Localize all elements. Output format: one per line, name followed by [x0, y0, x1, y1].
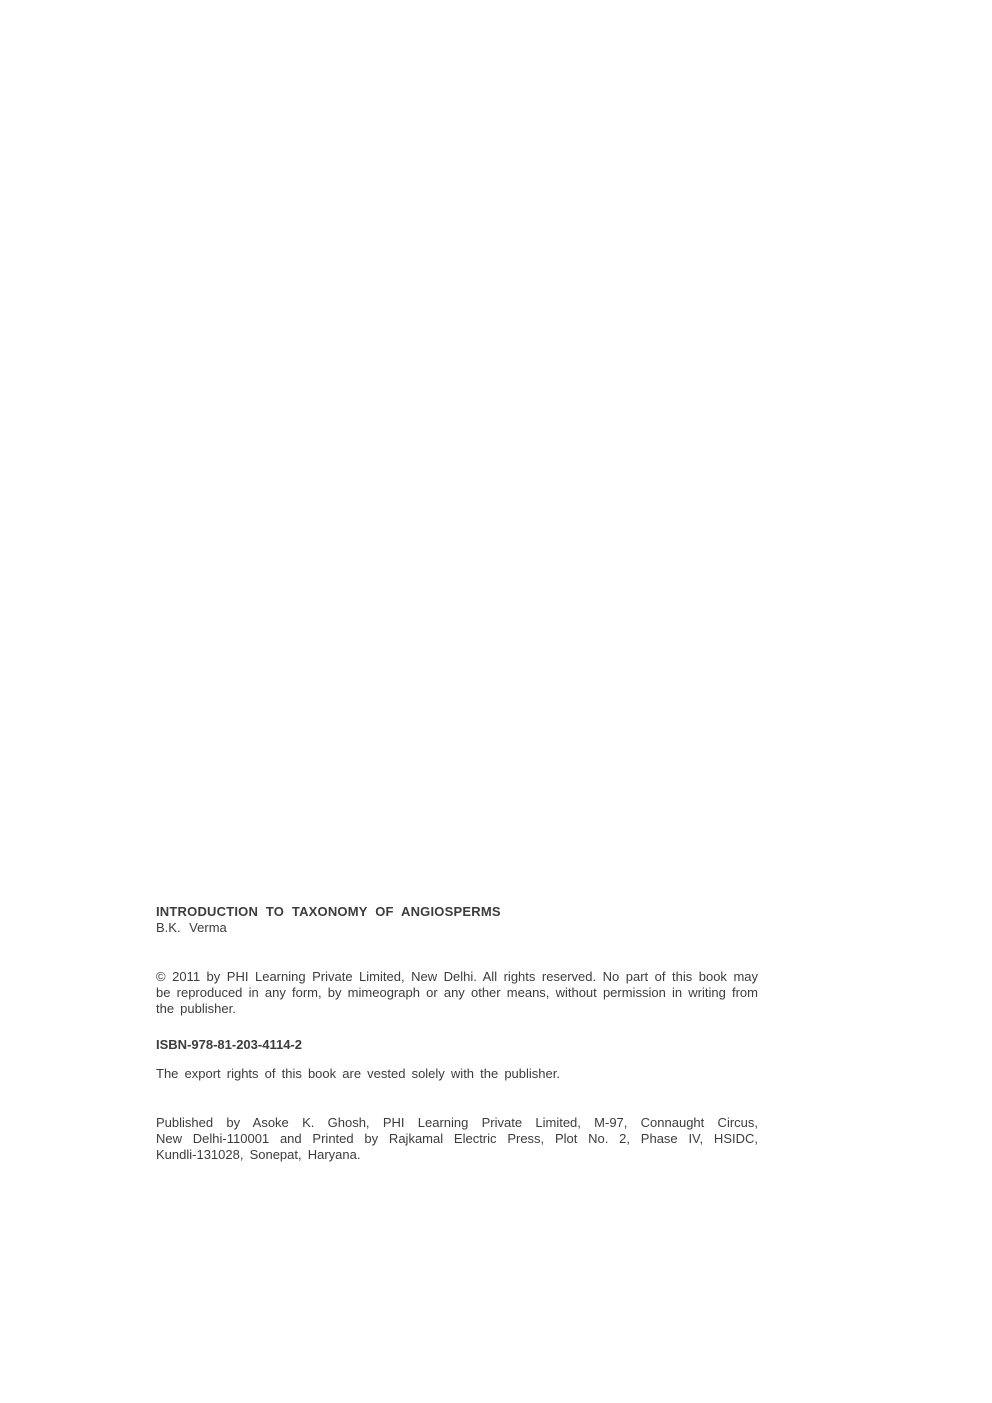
imprint-line-3: Kundli-131028, Sonepat, Haryana. [156, 1147, 361, 1162]
isbn-number: ISBN-978-81-203-4114-2 [156, 1037, 302, 1052]
imprint-block [156, 904, 758, 1163]
publisher-imprint [156, 1115, 758, 1163]
copyright-line-3: the publisher. [156, 1001, 236, 1016]
export-rights-statement: The export rights of this book are vested solely with the publisher. [156, 1066, 560, 1081]
copyright-line-2: be reproduced in any form, by mimeograph or any other means, without permission in writing from [156, 985, 758, 1000]
copyright-notice [156, 969, 758, 1017]
book-author: B.K. Verma [156, 920, 227, 935]
imprint-line-1: Published by Asoke K. Ghosh, PHI Learning Private Limited, M-97, Connaught Circus, [156, 1115, 758, 1130]
imprint-line-2: New Delhi-110001 and Printed by Rajkamal Electric Press, Plot No. 2, Phase IV, HSIDC, [156, 1131, 758, 1146]
copyright-line-1: © 2011 by PHI Learning Private Limited, New Delhi. All rights reserved. No part of this book may [156, 969, 758, 984]
book-title: INTRODUCTION TO TAXONOMY OF ANGIOSPERMS [156, 904, 501, 919]
